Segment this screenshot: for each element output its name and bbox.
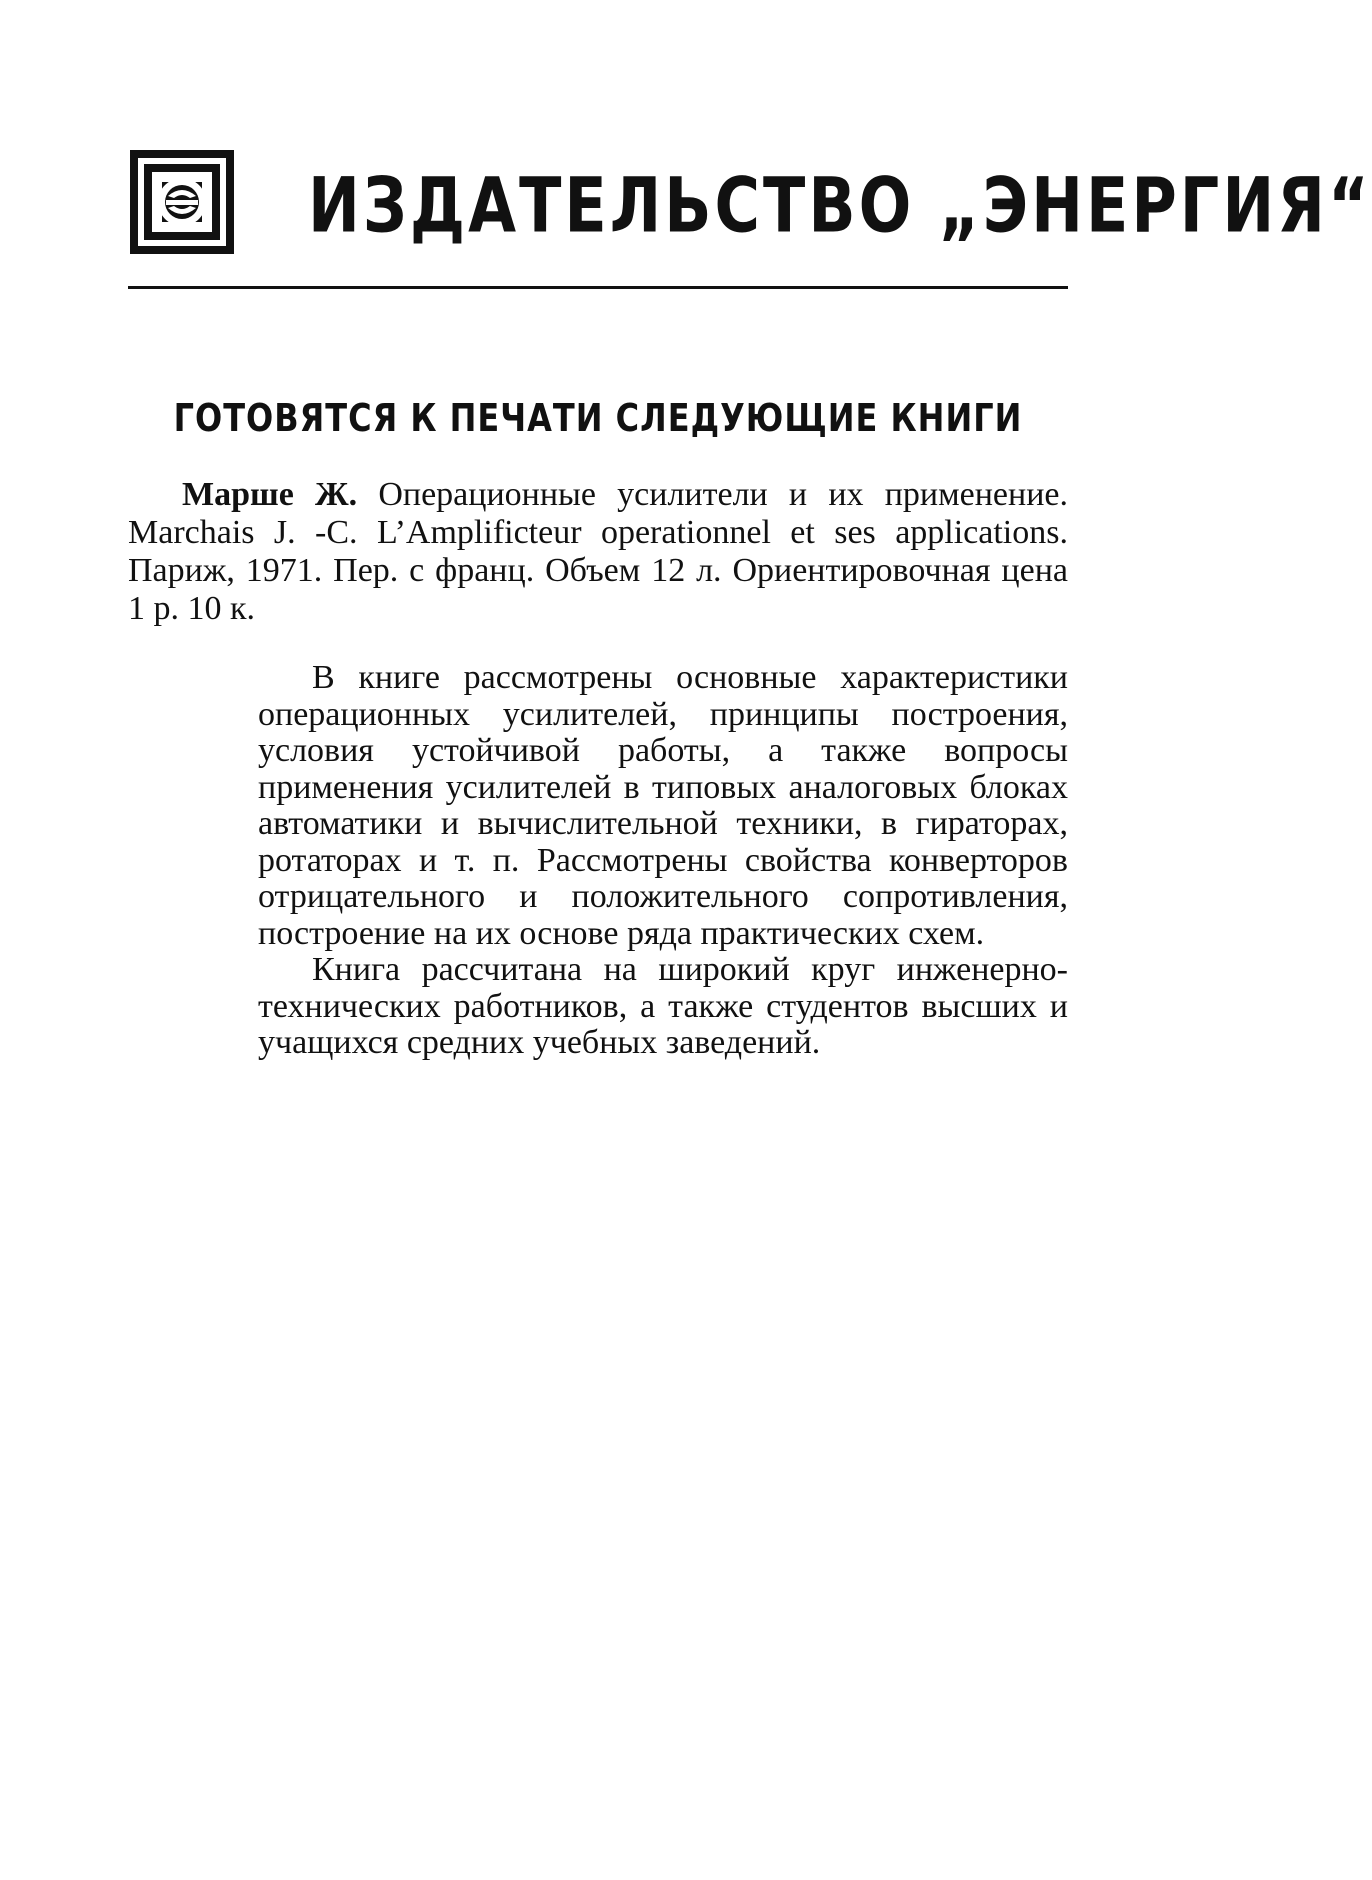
publisher-emblem-icon	[128, 148, 236, 256]
book-abstract	[258, 660, 1068, 1062]
book-description: Операционные усилители и их применение. Marchais J. -C. L’Amplificteur operationnel et ses applications. Париж, 1971. Пер. с франц. Объем 12 л. Ориентировочная цена 1 р. 10 к.	[128, 476, 1068, 627]
publisher-name: ИЗДАТЕЛЬСТВО „ЭНЕРГИЯ“	[308, 160, 1372, 250]
book-entry	[128, 476, 1068, 628]
publisher-header	[128, 148, 1372, 258]
abstract-paragraph: В книге рассмотрены основные характеристики операционных усилителей, принципы построения, условия устойчивой работы, а также вопросы применения усилителей в типовых аналоговых блоках автоматики и вычислительной техники, в гираторах, ротаторах и т. п. Рассмотрены свойства конверторов отрицательного и положительного сопротивления, построение на их основе ряда практических схем.	[258, 659, 1068, 952]
section-title: ГОТОВЯТСЯ К ПЕЧАТИ СЛЕДУЮЩИЕ КНИГИ	[173, 395, 1023, 441]
abstract-paragraph: Книга рассчитана на широкий круг инженерно-технических работников, а также студентов высших и учащихся средних учебных заведений.	[258, 951, 1068, 1061]
header-divider	[128, 286, 1068, 289]
book-author: Марше Ж.	[182, 476, 358, 513]
